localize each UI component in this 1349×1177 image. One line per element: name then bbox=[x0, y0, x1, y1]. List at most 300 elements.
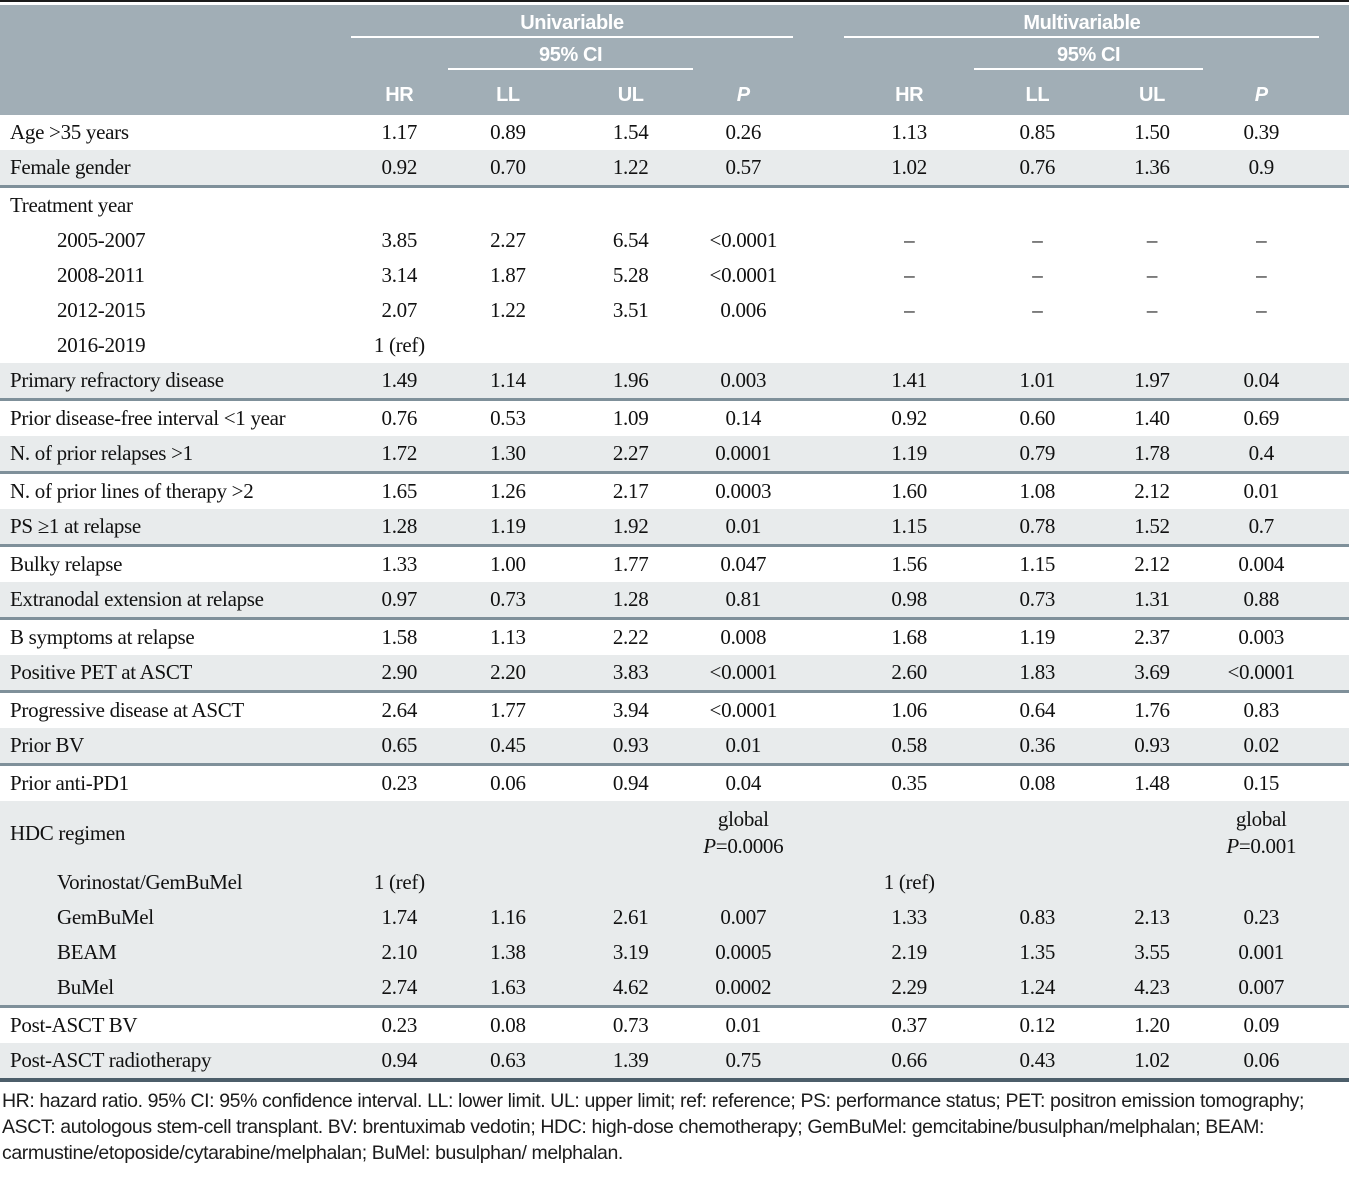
cell-multi-p bbox=[1203, 328, 1319, 363]
cell-uni-p: 0.047 bbox=[720, 552, 767, 577]
table-body bbox=[0, 115, 1349, 1080]
table-row bbox=[0, 692, 1349, 729]
cell-uni-p: 0.006 bbox=[720, 298, 767, 323]
cell-multi-p: 0.004 bbox=[1238, 552, 1285, 577]
cell-uni-ul: 1.96 bbox=[568, 363, 693, 400]
global-p-value: P=0.0006 bbox=[703, 834, 784, 858]
univariable-hr-header: HR bbox=[351, 69, 448, 115]
cell-multi-ul bbox=[1101, 187, 1204, 224]
table-row bbox=[0, 258, 1349, 293]
spacer-cell bbox=[1319, 865, 1349, 900]
spacer-cell bbox=[793, 436, 844, 473]
cell-multi-ul: 1.76 bbox=[1134, 698, 1170, 723]
cell-multi-hr: 0.66 bbox=[844, 1043, 974, 1080]
cell-multi-ul: 1.52 bbox=[1101, 509, 1204, 546]
cell-multi-ll: 1.19 bbox=[1019, 625, 1056, 650]
cell-multi-hr: 1.15 bbox=[844, 509, 974, 546]
cell-multi-hr: 1 (ref) bbox=[844, 865, 974, 900]
label-column-header bbox=[0, 5, 351, 115]
cell-multi-p: 0.7 bbox=[1203, 509, 1319, 546]
cell-uni-p: 0.003 bbox=[693, 363, 793, 400]
cell-uni-hr: 1.28 bbox=[351, 509, 448, 546]
spacer-cell bbox=[1319, 1043, 1349, 1080]
table-row bbox=[0, 363, 1349, 400]
table-row bbox=[0, 223, 1349, 258]
table-row bbox=[0, 1007, 1349, 1044]
row-label: 2008-2011 bbox=[57, 263, 145, 288]
cell-multi-hr: 1.56 bbox=[891, 552, 927, 577]
cell-uni-ul bbox=[568, 187, 693, 224]
cell-uni-hr: 1 (ref) bbox=[351, 865, 448, 900]
row-label: Post-ASCT radiotherapy bbox=[0, 1043, 351, 1080]
cell-multi-ul: – bbox=[1146, 263, 1158, 288]
p-header-label: P bbox=[1254, 84, 1268, 106]
empty-cell bbox=[693, 37, 793, 69]
table-row bbox=[0, 765, 1349, 802]
cell-multi-ul: 2.13 bbox=[1101, 900, 1204, 935]
cell-uni-ll: 0.53 bbox=[490, 406, 526, 431]
spacer-cell bbox=[793, 328, 844, 363]
row-label: Progressive disease at ASCT bbox=[10, 698, 244, 723]
cell-multi-p: 0.23 bbox=[1203, 900, 1319, 935]
cell-uni-p: 0.01 bbox=[693, 728, 793, 765]
cell-uni-ll: 1.87 bbox=[490, 263, 526, 288]
cell-uni-ll bbox=[448, 865, 568, 900]
cell-uni-hr: 1.74 bbox=[351, 900, 448, 935]
row-label: BEAM bbox=[0, 935, 351, 970]
cell-multi-hr: 1.41 bbox=[844, 363, 974, 400]
spacer-cell bbox=[1319, 115, 1349, 150]
cell-uni-ll: 1.63 bbox=[448, 970, 568, 1007]
cell-multi-p: 0.003 bbox=[1238, 625, 1285, 650]
cell-multi-ll bbox=[974, 801, 1101, 865]
spacer-cell bbox=[1319, 293, 1349, 328]
cell-multi-ll: 0.12 bbox=[1019, 1013, 1056, 1038]
row-label: 2005-2007 bbox=[57, 228, 146, 253]
cell-multi-ll: 0.64 bbox=[1019, 698, 1056, 723]
spacer-cell bbox=[1319, 728, 1349, 765]
cell-uni-ll: 0.73 bbox=[448, 582, 568, 619]
cell-multi-p: 0.09 bbox=[1243, 1013, 1280, 1038]
row-label: GemBuMel bbox=[0, 900, 351, 935]
cell-uni-ul: 0.94 bbox=[612, 771, 649, 796]
spacer-cell bbox=[1319, 1007, 1349, 1044]
cell-multi-p: 0.69 bbox=[1243, 406, 1280, 431]
table-row bbox=[0, 655, 1349, 692]
global-p-value: P=0.001 bbox=[1226, 834, 1297, 858]
cell-uni-hr: 1.65 bbox=[381, 479, 418, 504]
hazard-ratio-table bbox=[0, 5, 1349, 1082]
table-row bbox=[0, 546, 1349, 583]
cell-multi-p: – bbox=[1256, 228, 1267, 253]
cell-uni-p: 0.04 bbox=[725, 771, 762, 796]
cell-multi-hr: 0.35 bbox=[891, 771, 927, 796]
cell-uni-hr: 2.64 bbox=[381, 698, 418, 723]
table-row bbox=[0, 1043, 1349, 1080]
row-label: Prior anti-PD1 bbox=[10, 771, 129, 796]
cell-uni-ul bbox=[568, 328, 693, 363]
row-label: PS ≥1 at relapse bbox=[0, 509, 351, 546]
cell-uni-ul: 3.94 bbox=[612, 698, 649, 723]
table-row bbox=[0, 970, 1349, 1007]
cell-uni-ul: 0.73 bbox=[612, 1013, 649, 1038]
table-row bbox=[0, 582, 1349, 619]
row-label: Female gender bbox=[0, 150, 351, 187]
cell-multi-hr: – bbox=[904, 298, 915, 323]
row-label: B symptoms at relapse bbox=[10, 625, 195, 650]
spacer-cell bbox=[793, 801, 844, 865]
cell-uni-p: 0.0003 bbox=[715, 479, 772, 504]
cell-uni-ul bbox=[568, 801, 693, 865]
row-label: Treatment year bbox=[10, 193, 133, 218]
row-label: Vorinostat/GemBuMel bbox=[0, 865, 351, 900]
cell-multi-hr bbox=[844, 187, 974, 224]
cell-multi-ul: 2.12 bbox=[1134, 552, 1170, 577]
cell-multi-p: 0.88 bbox=[1203, 582, 1319, 619]
cell-multi-ll: 0.85 bbox=[1019, 120, 1056, 145]
cell-uni-ll: 1.00 bbox=[490, 552, 526, 577]
spacer-cell bbox=[793, 363, 844, 400]
spacer-cell bbox=[793, 900, 844, 935]
cell-multi-hr: 1.68 bbox=[891, 625, 927, 650]
cell-uni-ul: 1.77 bbox=[612, 552, 649, 577]
spacer-cell bbox=[1319, 363, 1349, 400]
cell-uni-ll: 1.22 bbox=[490, 298, 526, 323]
row-label: 2012-2015 bbox=[57, 298, 146, 323]
cell-uni-p bbox=[693, 801, 793, 865]
cell-uni-ul: 1.28 bbox=[568, 582, 693, 619]
spacer-cell bbox=[1319, 619, 1349, 656]
row-label: HDC regimen bbox=[0, 801, 351, 865]
table-row bbox=[0, 935, 1349, 970]
cell-multi-ll: 0.76 bbox=[974, 150, 1101, 187]
row-label: N. of prior lines of therapy >2 bbox=[10, 479, 254, 504]
row-label: Post-ASCT BV bbox=[10, 1013, 138, 1038]
cell-multi-ul bbox=[1101, 328, 1204, 363]
spacer-cell bbox=[793, 187, 844, 224]
empty-cell bbox=[351, 37, 448, 69]
footnote: HR: hazard ratio. 95% CI: 95% confidence interval. LL: lower limit. UL: upper limit; ref: reference; PS: performance status; PET: positron emission tomography; ASCT: autologous stem-cell transplant. BV: brentuximab vedotin; HDC: high-dose chemotherapy; GemBuMel: gemcitabine/busulphan/melphalan; BEAM: carmustine/etoposide/cytarabine/melphalan; BuMel: busulphan/ melphalan. bbox=[2, 1090, 1305, 1164]
cell-multi-p: 0.01 bbox=[1243, 479, 1280, 504]
cell-multi-ul: 1.40 bbox=[1134, 406, 1170, 431]
cell-multi-hr: 2.19 bbox=[844, 935, 974, 970]
cell-multi-ul: – bbox=[1146, 298, 1158, 323]
cell-multi-ll: – bbox=[1032, 298, 1043, 323]
cell-uni-hr bbox=[351, 187, 448, 224]
cell-uni-ll: 0.06 bbox=[490, 771, 526, 796]
cell-uni-hr: 0.23 bbox=[381, 771, 418, 796]
cell-multi-ul: 1.20 bbox=[1134, 1013, 1170, 1038]
cell-multi-ul: 1.36 bbox=[1101, 150, 1204, 187]
cell-uni-ul: 3.51 bbox=[612, 298, 649, 323]
cell-uni-hr: 2.74 bbox=[351, 970, 448, 1007]
cell-uni-hr: 1.17 bbox=[381, 120, 418, 145]
cell-multi-ul: 0.93 bbox=[1101, 728, 1204, 765]
row-label: Prior disease-free interval <1 year bbox=[10, 406, 286, 431]
multivariable-group-header: Multivariable bbox=[844, 5, 1319, 37]
spacer-cell bbox=[793, 258, 844, 293]
cell-uni-p: 0.0001 bbox=[693, 436, 793, 473]
spacer-cell bbox=[793, 115, 844, 150]
cell-multi-hr: 1.60 bbox=[891, 479, 927, 504]
cell-uni-ll: 0.70 bbox=[448, 150, 568, 187]
spacer-cell bbox=[793, 692, 844, 729]
cell-multi-ul: 1.50 bbox=[1134, 120, 1170, 145]
spacer-cell bbox=[1319, 400, 1349, 437]
cell-uni-ll: 0.63 bbox=[448, 1043, 568, 1080]
cell-multi-p: 0.06 bbox=[1203, 1043, 1319, 1080]
cell-uni-hr: 3.85 bbox=[381, 228, 418, 253]
spacer-cell bbox=[793, 1043, 844, 1080]
row-label: Extranodal extension at relapse bbox=[0, 582, 351, 619]
spacer-cell bbox=[1319, 801, 1349, 865]
cell-uni-hr: 2.10 bbox=[351, 935, 448, 970]
cell-multi-p: 0.15 bbox=[1243, 771, 1280, 796]
spacer-cell bbox=[1319, 258, 1349, 293]
cell-uni-ul: 1.92 bbox=[568, 509, 693, 546]
cell-multi-hr: 1.19 bbox=[844, 436, 974, 473]
table-row bbox=[0, 400, 1349, 437]
cell-uni-p bbox=[693, 865, 793, 900]
spacer-cell bbox=[793, 970, 844, 1007]
univariable-ll-header: LL bbox=[448, 69, 568, 115]
multivariable-ul-header: UL bbox=[1101, 69, 1204, 115]
table-row bbox=[0, 150, 1349, 187]
cell-multi-p bbox=[1203, 801, 1319, 865]
cell-multi-hr: 1.02 bbox=[844, 150, 974, 187]
cell-multi-ul: 1.78 bbox=[1101, 436, 1204, 473]
cell-multi-ll: 1.08 bbox=[1019, 479, 1056, 504]
spacer-cell bbox=[1319, 509, 1349, 546]
spacer-cell bbox=[1319, 935, 1349, 970]
cell-uni-hr: 2.90 bbox=[351, 655, 448, 692]
global-p-label: global bbox=[717, 806, 769, 831]
cell-multi-p bbox=[1203, 865, 1319, 900]
spacer-cell bbox=[1319, 655, 1349, 692]
cell-multi-ll: 0.08 bbox=[1019, 771, 1056, 796]
cell-uni-hr: 1.58 bbox=[381, 625, 418, 650]
cell-uni-ul: 0.93 bbox=[568, 728, 693, 765]
spacer-cell bbox=[793, 619, 844, 656]
cell-uni-hr: 1.49 bbox=[351, 363, 448, 400]
cell-multi-ul: 1.02 bbox=[1101, 1043, 1204, 1080]
cell-multi-ll bbox=[974, 865, 1101, 900]
cell-uni-p: <0.0001 bbox=[709, 698, 778, 723]
cell-uni-hr: 0.97 bbox=[351, 582, 448, 619]
multivariable-ll-header: LL bbox=[974, 69, 1101, 115]
cell-multi-ll: 0.83 bbox=[974, 900, 1101, 935]
cell-uni-ul: 2.61 bbox=[568, 900, 693, 935]
cell-multi-ll: 0.36 bbox=[974, 728, 1101, 765]
spacer-cell bbox=[1319, 328, 1349, 363]
table-row bbox=[0, 728, 1349, 765]
cell-multi-hr: – bbox=[904, 263, 915, 288]
cell-uni-p: 0.57 bbox=[693, 150, 793, 187]
spacer-cell bbox=[1319, 970, 1349, 1007]
table-row bbox=[0, 187, 1349, 224]
cell-uni-ul: 3.83 bbox=[568, 655, 693, 692]
header-group-row bbox=[0, 5, 1349, 37]
cell-uni-ll bbox=[448, 801, 568, 865]
cell-multi-p: 0.007 bbox=[1203, 970, 1319, 1007]
spacer-cell bbox=[793, 865, 844, 900]
cell-multi-ll: 0.60 bbox=[1019, 406, 1056, 431]
cell-uni-hr: 1.72 bbox=[351, 436, 448, 473]
row-label: Age >35 years bbox=[10, 120, 129, 145]
cell-multi-p: <0.0001 bbox=[1203, 655, 1319, 692]
cell-uni-p: 0.01 bbox=[693, 509, 793, 546]
multivariable-p-header bbox=[1203, 69, 1319, 115]
cell-multi-p: 0.39 bbox=[1243, 120, 1280, 145]
cell-multi-hr: 0.58 bbox=[844, 728, 974, 765]
cell-multi-hr: 1.13 bbox=[891, 120, 927, 145]
spacer-cell bbox=[793, 223, 844, 258]
cell-uni-ul: 1.22 bbox=[568, 150, 693, 187]
cell-uni-p: 0.81 bbox=[693, 582, 793, 619]
cell-uni-hr: 0.65 bbox=[351, 728, 448, 765]
table-row bbox=[0, 865, 1349, 900]
cell-uni-ul: 1.39 bbox=[568, 1043, 693, 1080]
cell-uni-ll: 2.20 bbox=[448, 655, 568, 692]
table-row bbox=[0, 509, 1349, 546]
cell-multi-hr: 1.33 bbox=[844, 900, 974, 935]
cell-uni-ul: 2.27 bbox=[568, 436, 693, 473]
cell-multi-p: 0.02 bbox=[1203, 728, 1319, 765]
cell-multi-ul bbox=[1101, 801, 1204, 865]
cell-multi-ll: – bbox=[1032, 228, 1043, 253]
table-row bbox=[0, 328, 1349, 363]
cell-uni-p: 0.75 bbox=[693, 1043, 793, 1080]
cell-multi-ll: 1.01 bbox=[974, 363, 1101, 400]
table-row bbox=[0, 115, 1349, 150]
row-label: Prior BV bbox=[0, 728, 351, 765]
cell-multi-ll: 0.43 bbox=[974, 1043, 1101, 1080]
cell-uni-ll: 1.30 bbox=[448, 436, 568, 473]
cell-multi-ll: 0.73 bbox=[974, 582, 1101, 619]
univariable-ul-header: UL bbox=[568, 69, 693, 115]
spacer-cell bbox=[1319, 187, 1349, 224]
spacer-cell bbox=[1319, 900, 1349, 935]
table-row bbox=[0, 619, 1349, 656]
cell-multi-hr: 0.37 bbox=[891, 1013, 927, 1038]
cell-uni-ul: 5.28 bbox=[612, 263, 649, 288]
cell-uni-ll: 1.13 bbox=[490, 625, 526, 650]
cell-uni-ll: 1.16 bbox=[448, 900, 568, 935]
spacer-cell bbox=[793, 1007, 844, 1044]
cell-uni-p: 0.14 bbox=[725, 406, 762, 431]
row-label: BuMel bbox=[0, 970, 351, 1007]
cell-uni-ll: 1.38 bbox=[448, 935, 568, 970]
cell-multi-ll: 0.79 bbox=[974, 436, 1101, 473]
cell-multi-p: – bbox=[1256, 298, 1267, 323]
cell-multi-ul: 1.48 bbox=[1134, 771, 1170, 796]
row-label: Positive PET at ASCT bbox=[0, 655, 351, 692]
right-margin bbox=[1319, 5, 1349, 115]
row-label: Bulky relapse bbox=[10, 552, 123, 577]
cell-uni-p: 0.26 bbox=[725, 120, 762, 145]
cell-multi-ll: – bbox=[1032, 263, 1043, 288]
cell-uni-p: 0.01 bbox=[725, 1013, 762, 1038]
cell-uni-p: 0.0002 bbox=[693, 970, 793, 1007]
spacer-cell bbox=[1319, 150, 1349, 187]
spacer-cell bbox=[793, 293, 844, 328]
spacer-cell bbox=[1319, 223, 1349, 258]
table-row bbox=[0, 801, 1349, 865]
cell-multi-ul bbox=[1101, 865, 1204, 900]
spacer-cell bbox=[1319, 436, 1349, 473]
cell-multi-p bbox=[1203, 187, 1319, 224]
cell-multi-ll: 1.24 bbox=[974, 970, 1101, 1007]
table-row bbox=[0, 900, 1349, 935]
cell-uni-ul: 6.54 bbox=[612, 228, 649, 253]
empty-cell bbox=[844, 37, 974, 69]
table-row bbox=[0, 436, 1349, 473]
cell-multi-p: 0.9 bbox=[1203, 150, 1319, 187]
cell-uni-hr: 0.76 bbox=[381, 406, 418, 431]
cell-uni-p: 0.0005 bbox=[693, 935, 793, 970]
spacer-cell bbox=[1319, 765, 1349, 802]
cell-multi-ll: 1.15 bbox=[1019, 552, 1056, 577]
empty-cell bbox=[1203, 37, 1319, 69]
cell-multi-p: 0.4 bbox=[1203, 436, 1319, 473]
cell-multi-hr: 1.06 bbox=[891, 698, 927, 723]
cell-multi-hr bbox=[844, 801, 974, 865]
spacer-cell bbox=[793, 765, 844, 802]
cell-multi-hr: 2.29 bbox=[844, 970, 974, 1007]
cell-multi-ll: 1.83 bbox=[974, 655, 1101, 692]
cell-multi-ul: – bbox=[1146, 228, 1158, 253]
cell-uni-ll bbox=[448, 328, 568, 363]
cell-uni-ll: 2.27 bbox=[490, 228, 526, 253]
cell-uni-ul: 3.19 bbox=[568, 935, 693, 970]
cell-uni-p: <0.0001 bbox=[693, 655, 793, 692]
cell-uni-ll bbox=[448, 187, 568, 224]
cell-uni-hr: 0.23 bbox=[381, 1013, 418, 1038]
cell-multi-hr: 0.92 bbox=[891, 406, 927, 431]
table-row bbox=[0, 293, 1349, 328]
cell-multi-ul: 3.69 bbox=[1101, 655, 1204, 692]
cell-uni-ul: 1.54 bbox=[612, 120, 649, 145]
cell-uni-p: <0.0001 bbox=[709, 263, 778, 288]
cell-multi-ul: 3.55 bbox=[1101, 935, 1204, 970]
cell-uni-p: <0.0001 bbox=[709, 228, 778, 253]
cell-uni-hr: 0.94 bbox=[351, 1043, 448, 1080]
cell-uni-ul bbox=[568, 865, 693, 900]
cell-uni-ll: 0.45 bbox=[448, 728, 568, 765]
spacer-cell bbox=[793, 546, 844, 583]
cell-multi-hr: – bbox=[904, 228, 915, 253]
cell-multi-ll: 1.35 bbox=[974, 935, 1101, 970]
table-row bbox=[0, 473, 1349, 510]
global-p-label: global bbox=[1235, 806, 1287, 831]
cell-uni-p bbox=[693, 187, 793, 224]
cell-multi-ul: 2.37 bbox=[1134, 625, 1170, 650]
spacer-cell bbox=[1319, 582, 1349, 619]
cell-multi-p: 0.04 bbox=[1203, 363, 1319, 400]
cell-uni-hr: 0.92 bbox=[351, 150, 448, 187]
cell-uni-ll: 1.14 bbox=[448, 363, 568, 400]
cell-multi-hr bbox=[844, 328, 974, 363]
spacer-cell bbox=[793, 728, 844, 765]
cell-uni-hr bbox=[351, 801, 448, 865]
spacer-cell bbox=[1319, 692, 1349, 729]
spacer-cell bbox=[793, 935, 844, 970]
cell-multi-p: 0.83 bbox=[1243, 698, 1280, 723]
p-header-label: P bbox=[736, 84, 750, 106]
cell-uni-hr: 2.07 bbox=[381, 298, 418, 323]
cell-multi-ul: 1.31 bbox=[1101, 582, 1204, 619]
cell-multi-ll bbox=[974, 328, 1101, 363]
